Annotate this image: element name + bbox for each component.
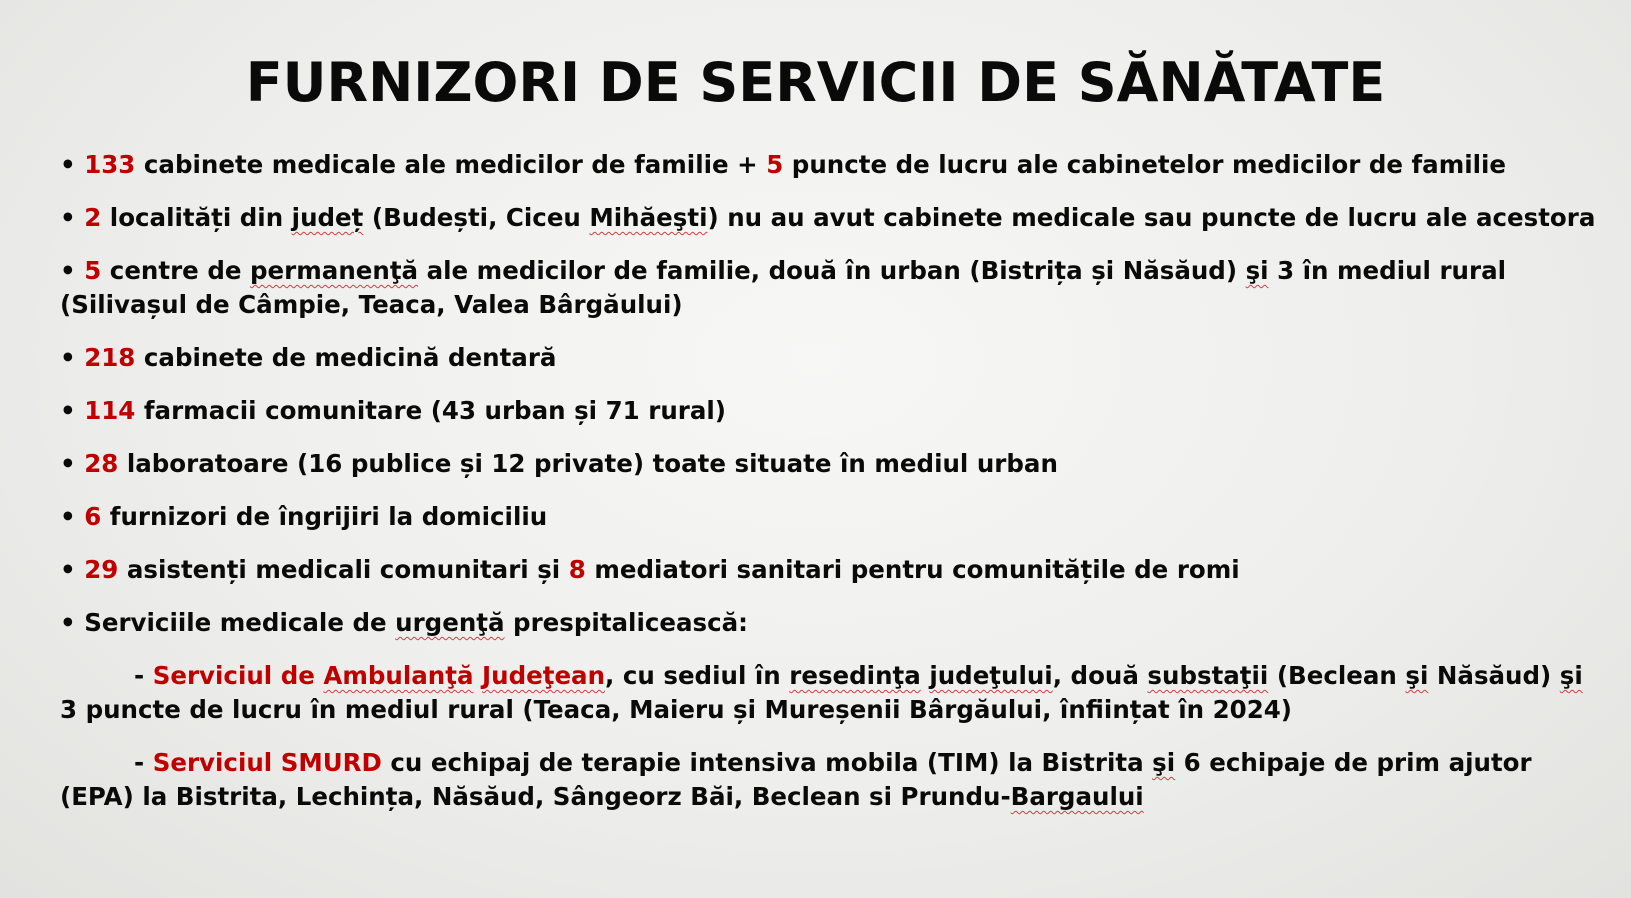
dash: - — [134, 661, 153, 690]
bullet: • — [60, 150, 85, 179]
item-text: ale medicilor de familie, două în urban (Bistrița și Năsăud) — [418, 256, 1246, 285]
item-text: , două — [1052, 661, 1148, 690]
spellcheck-word: județ — [291, 203, 364, 232]
bullet-list — [60, 148, 1605, 833]
sub-item-smurd — [60, 746, 1605, 814]
item-text: centre de — [101, 256, 251, 285]
list-item — [60, 254, 1605, 322]
item-text: prespitalicească: — [504, 608, 748, 637]
spellcheck-word: resedinţa — [789, 661, 921, 690]
bullet: • — [60, 555, 85, 584]
number-highlight: 29 — [84, 555, 119, 584]
number-highlight: 218 — [84, 343, 136, 372]
item-text: 3 în mediul rural (Silivașul de Câmpie, Teaca, Valea Bârgăului) — [60, 256, 1507, 319]
page-title: FURNIZORI DE SERVICII DE SĂNĂTATE — [245, 51, 1386, 114]
item-text: cu echipaj de terapie intensiva mobila (TIM) la Bistrita — [381, 748, 1153, 777]
spellcheck-word: Judeţean — [482, 661, 606, 690]
list-item — [60, 606, 1605, 640]
item-text: (Beclean — [1268, 661, 1406, 690]
list-item — [60, 341, 1605, 375]
bullet: • — [60, 203, 85, 232]
spellcheck-word: substaţii — [1147, 661, 1269, 690]
item-text: cabinete medicale ale medicilor de familie + — [135, 150, 767, 179]
spellcheck-word: Bargaului — [1010, 782, 1144, 811]
item-text: farmacii comunitare (43 urban și 71 rural) — [135, 396, 726, 425]
number-highlight: 5 — [766, 150, 784, 179]
number-highlight: 2 — [84, 203, 102, 232]
item-text: localități din — [101, 203, 292, 232]
spellcheck-word: permanenţă — [250, 256, 419, 285]
number-highlight: 114 — [84, 396, 136, 425]
item-text: ) nu au avut cabinete medicale sau puncte de lucru ale acestora — [707, 203, 1596, 232]
number-highlight: 5 — [84, 256, 102, 285]
item-text: Serviciile medicale de — [84, 608, 396, 637]
bullet: • — [60, 449, 85, 478]
spellcheck-word: şi — [1559, 661, 1583, 690]
bullet: • — [60, 343, 85, 372]
bullet: • — [60, 396, 85, 425]
service-name — [473, 661, 482, 690]
list-item — [60, 394, 1605, 428]
item-text: mediatori sanitari pentru comunitățile de romi — [585, 555, 1240, 584]
spellcheck-word: şi — [1405, 661, 1429, 690]
item-text: 3 puncte de lucru în mediul rural (Teaca, Maieru și Mureșenii Bârgăului, înființat în 2024) — [60, 695, 1292, 724]
spellcheck-word: şi — [1152, 748, 1176, 777]
list-item — [60, 201, 1605, 235]
item-text: laboratoare (16 publice și 12 private) toate situate în mediul urban — [118, 449, 1058, 478]
item-text: furnizori de îngrijiri la domiciliu — [101, 502, 548, 531]
list-item — [60, 447, 1605, 481]
item-text: 6 echipaje de prim ajutor (EPA) la Bistrita, Lechința, Năsăud, Sângeorz Băi, Beclean si Prundu- — [60, 748, 1532, 811]
bullet: • — [60, 502, 85, 531]
item-text: asistenți medicali comunitari și — [118, 555, 569, 584]
number-highlight: 133 — [84, 150, 136, 179]
number-highlight: 6 — [84, 502, 102, 531]
number-highlight: 28 — [84, 449, 119, 478]
item-text: , cu sediul în — [605, 661, 790, 690]
bullet: • — [60, 256, 85, 285]
spellcheck-word: Mihăeşti — [589, 203, 708, 232]
spellcheck-word: Ambulanţă — [323, 661, 474, 690]
list-item — [60, 148, 1605, 182]
spellcheck-word: judeţului — [929, 661, 1053, 690]
item-text: puncte de lucru ale cabinetelor medicilor de familie — [783, 150, 1507, 179]
service-name: Serviciul de — [152, 661, 324, 690]
sub-item-ambulance — [60, 659, 1605, 727]
item-text: Năsăud) — [1428, 661, 1560, 690]
item-text: cabinete de medicină dentară — [135, 343, 557, 372]
item-text: (Budești, Ciceu — [363, 203, 590, 232]
number-highlight: 8 — [568, 555, 586, 584]
list-item — [60, 553, 1605, 587]
dash: - — [134, 748, 153, 777]
spellcheck-word: şi — [1245, 256, 1269, 285]
list-item — [60, 500, 1605, 534]
spellcheck-word: urgenţă — [395, 608, 505, 637]
service-name: Serviciul SMURD — [152, 748, 382, 777]
bullet: • — [60, 608, 85, 637]
